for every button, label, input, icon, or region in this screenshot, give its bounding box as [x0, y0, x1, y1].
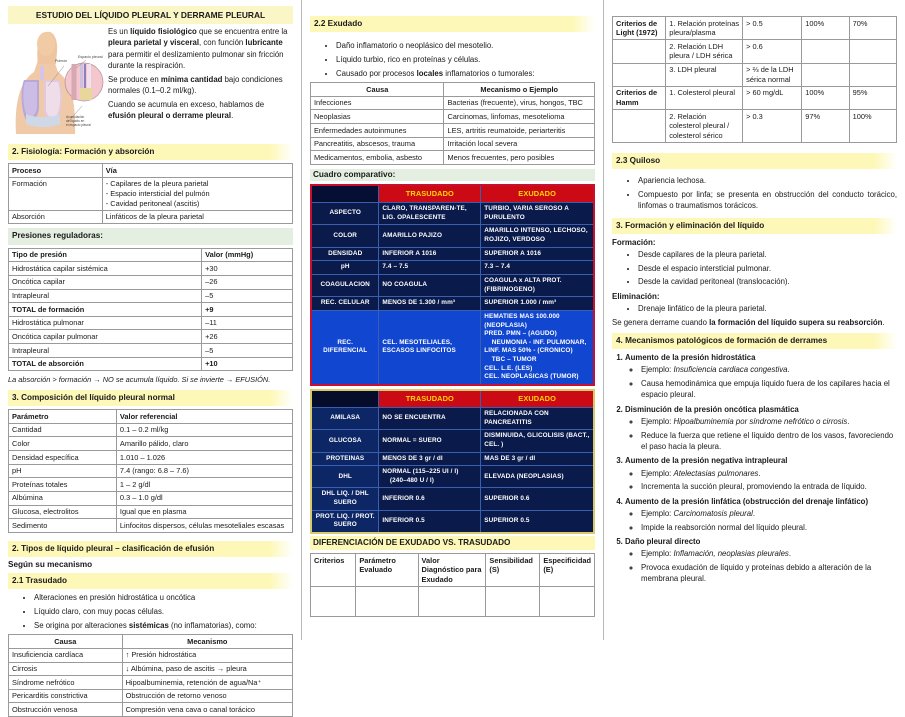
cell-parametro: Albúmina — [9, 491, 117, 505]
quiloso-bullet-1: • Apariencia lechosa. — [638, 175, 897, 186]
th-exudado: EXUDADO — [481, 185, 594, 202]
comparative-row — [311, 310, 594, 385]
cell-sensibilidad — [802, 40, 849, 63]
th-exudado: EXUDADO — [481, 390, 594, 407]
cell-valor: > 60 mg/dL — [743, 86, 802, 109]
mecanismo-bullet-2-1: ◦ Ejemplo: Hipoalbuminemia por síndrome nefrótico o cirrosis. — [641, 416, 897, 427]
cell-tipo-presion: Hidrostática capilar sistémica — [9, 262, 202, 276]
cell-causa: Infecciones — [311, 96, 444, 110]
comparative-row — [311, 408, 594, 430]
criterios-row — [613, 63, 897, 86]
mecanismo-bullet-5-2: ◦ Provoca exudación de líquido y proteínas debido a alteración de la membrana pleural. — [641, 562, 897, 585]
cell-parametro: 2. Relación colesterol pleural / colesterol sérico — [666, 110, 743, 143]
comparative-table-1 — [310, 184, 595, 386]
comparative-table-2 — [310, 389, 595, 534]
table-header-row — [311, 185, 594, 202]
mecanismo-bullet-5-1: ◦ Ejemplo: Inflamación, neoplasias pleurales. — [641, 548, 897, 559]
cell-tipo-presion: Intrapleural — [9, 289, 202, 303]
trasudado-bullets — [8, 592, 293, 631]
intro-bullet-1: • Es un líquido fisiológico que se encuentra entre la pleura parietal y visceral, con función lubricante para permitir el deslizamiento pulmonar sin fricción durante la respiración. — [24, 26, 293, 71]
mecanismo-bullet-1-2: ◦ Causa hemodinámica que empuja líquido fuera de los capilares hacia el espacio pleural. — [641, 378, 897, 401]
cell-tipo-presion: Oncótica capilar pulmonar — [9, 330, 202, 344]
mecanismo-bullet-1-1: ◦ Ejemplo: Insuficiencia cardiaca congestiva. — [641, 364, 897, 375]
trasudado-causas-body — [9, 648, 293, 716]
table-row — [9, 662, 293, 676]
cell-exudado: DISMINUIDA, GLICOLISIS (BACT., CEL. ) — [481, 430, 594, 452]
table-row — [9, 676, 293, 690]
comparative-2-body — [311, 408, 594, 534]
column-left — [0, 0, 302, 714]
th-valor-referencial: Valor referencial — [116, 410, 292, 424]
cell-sensibilidad: 100% — [802, 17, 849, 40]
proceso-via-table — [8, 163, 293, 224]
cell-trasudado: MENOS DE 3 gr / dl — [379, 452, 481, 466]
cell-parametro: 3. LDH pleural — [666, 63, 743, 86]
comparative-1-body — [311, 203, 594, 385]
th-proceso: Proceso — [9, 164, 103, 178]
th-causa: Causa — [311, 83, 444, 97]
cell-trasudado: CLARO, TRANSPAREN-TE, LIG. OPALESCENTE — [379, 203, 481, 225]
th-dif-1: Criterios — [311, 554, 356, 587]
cell-label: AMILASA — [311, 408, 379, 430]
cell-parametro: Densidad específica — [9, 451, 117, 465]
diferenciacion-heading: DIFERENCIACIÓN DE EXUDADO VS. TRASUDADO — [310, 536, 595, 550]
cell-trasudado: NORMAL = SUERO — [379, 430, 481, 452]
table-row — [9, 262, 293, 276]
cell-criterio: Criterios de Hamm — [613, 86, 666, 109]
comparative-row — [311, 510, 594, 533]
cell-label: ASPECTO — [311, 203, 379, 225]
svg-text:el espacio pleural: el espacio pleural — [66, 123, 91, 127]
cell-empty-5 — [540, 587, 595, 617]
cell-causa: Neoplasias — [311, 110, 444, 124]
cell-valor: 0.1 – 0.2 ml/kg — [116, 423, 292, 437]
cell-exudado: SUPERIOR A 1016 — [481, 247, 594, 261]
section-heading-composicion: 3. Composición del líquido pleural normal — [8, 390, 293, 406]
cell-valor: 1.010 – 1.026 — [116, 451, 292, 465]
exudado-bullets — [310, 40, 595, 79]
cell-parametro: Color — [9, 437, 117, 451]
cell-exudado: MAS DE 3 gr / dl — [481, 452, 594, 466]
cell-sensibilidad — [802, 63, 849, 86]
mecanismo-title: Aumento de la presión hidrostática — [625, 352, 756, 362]
cell-empty-4 — [486, 587, 540, 617]
cell-empty-3 — [418, 587, 486, 617]
cell-valor: Linfocitos dispersos, células mesoteliales escasas — [116, 519, 292, 533]
table-row — [9, 703, 293, 717]
comparative-row — [311, 452, 594, 466]
diferenciacion-table — [310, 553, 595, 617]
cell-label: COAGULACION — [311, 274, 379, 296]
cell-valor: –11 — [202, 316, 293, 330]
cell-valor: –5 — [202, 289, 293, 303]
table-row — [9, 505, 293, 519]
table-row — [9, 289, 293, 303]
intro-bullet-3: • Cuando se acumula en exceso, hablamos de efusión pleural o derrame pleural. — [30, 99, 293, 122]
cell-exudado: TURBIO, VARIA SEROSO A PURULENTO — [481, 203, 594, 225]
eliminacion-label: Eliminación: — [612, 291, 660, 301]
mecanismo-item-1 — [625, 352, 897, 401]
cell-causa: Medicamentos, embolia, asbesto — [311, 151, 444, 165]
cell-trasudado: INFERIOR 0.5 — [379, 510, 481, 533]
cell-valor: –5 — [202, 344, 293, 358]
presiones-table — [8, 248, 293, 372]
cell-trasudado: INFERIOR A 1016 — [379, 247, 481, 261]
table-row — [311, 124, 595, 138]
comparative-row — [311, 274, 594, 296]
mecanismo-bullets — [625, 468, 897, 493]
th-dif-2: Parámetro Evaluado — [356, 554, 418, 587]
cell-exudado: COAGULA x ALTA PROT. (FIBRINOGENO) — [481, 274, 594, 296]
formacion-bullet-2: • Desde el espacio intersticial pulmonar. — [638, 263, 897, 274]
cell-exudado: ELEVADA (NEOPLASIAS) — [481, 466, 594, 488]
cell-trasudado: 7.4 – 7.5 — [379, 261, 481, 275]
cell-tipo-presion: Hidrostática pulmonar — [9, 316, 202, 330]
cell-mecanismo: Hipoalbuminemia, retención de agua/Na⁺ — [122, 676, 292, 690]
cell-valor: > 0.5 — [743, 17, 802, 40]
cell-valor: –26 — [202, 275, 293, 289]
table-row — [9, 478, 293, 492]
table-row — [9, 491, 293, 505]
tipos-subheading: Según su mecanismo — [8, 560, 93, 570]
th-parametro: Parámetro — [9, 410, 117, 424]
comparative-row — [311, 488, 594, 510]
comparative-row — [311, 430, 594, 452]
mecanismo-item-3 — [625, 455, 897, 492]
cell-valor: 0.3 – 1.0 g/dl — [116, 491, 292, 505]
cell-causa: Pericarditis constrictiva — [9, 689, 123, 703]
mecanismo-bullets — [625, 508, 897, 533]
cell-causa: Insuficiencia cardíaca — [9, 648, 123, 662]
cell-causa: Obstrucción venosa — [9, 703, 123, 717]
formacion-bullet-3: • Desde la cavidad peritoneal (translocación). — [638, 276, 897, 287]
pleural-anatomy-illustration — [8, 26, 104, 138]
cell-via: Linfáticos de la pleura parietal — [102, 210, 292, 224]
cell-parametro: Proteínas totales — [9, 478, 117, 492]
mecanismo-bullet-3-1: ◦ Ejemplo: Atelectasias pulmonares. — [641, 468, 897, 479]
cell-label: DHL LIQ. / DHL SUERO — [311, 488, 379, 510]
cell-valor: +9 — [202, 303, 293, 317]
mecanismos-list — [612, 352, 897, 585]
cell-especificidad: 100% — [849, 110, 896, 143]
quiloso-bullets — [612, 175, 897, 211]
mecanismo-bullet-2-2: ◦ Reduce la fuerza que retiene el líquido dentro de los vasos, favoreciendo el paso hacia la pleura. — [641, 430, 897, 453]
cell-criterio — [613, 40, 666, 63]
composicion-body — [9, 423, 293, 532]
th-dif-5: Especificidad (E) — [540, 554, 595, 587]
mecanismo-item-4 — [625, 496, 897, 533]
exudado-bullet-3: • Causado por procesos locales inflamatorios o tumorales: — [336, 68, 595, 79]
cell-especificidad: 95% — [849, 86, 896, 109]
th-causa: Causa — [9, 635, 123, 649]
cell-criterio — [613, 63, 666, 86]
table-row — [9, 316, 293, 330]
intro-bullet-2: • Se produce en mínima cantidad bajo condiciones normales (0.1–0.2 ml/kg). — [30, 74, 293, 97]
column-right — [604, 0, 905, 640]
formacion-bullets — [612, 249, 897, 288]
trasudado-bullet-3: • Se origina por alteraciones sistémicas (no inflamatorias), como: — [34, 620, 293, 631]
cell-parametro: pH — [9, 464, 117, 478]
table-row — [9, 437, 293, 451]
mecanismo-title: Aumento de la presión linfática (obstrucción del drenaje linfático) — [625, 496, 869, 506]
cell-especificidad — [849, 63, 896, 86]
cell-parametro: Glucosa, electrolitos — [9, 505, 117, 519]
table-row — [9, 357, 293, 371]
th-blank — [311, 390, 379, 407]
table-row — [9, 275, 293, 289]
th-trasudado: TRASUDADO — [379, 185, 481, 202]
cell-trasudado: NO COAGULA — [379, 274, 481, 296]
mecanismo-item-5 — [625, 536, 897, 585]
cell-valor: +10 — [202, 357, 293, 371]
trasudado-bullet-2: • Líquido claro, con muy pocas células. — [34, 606, 293, 617]
table-header-row — [9, 410, 293, 424]
trasudado-causas-table — [8, 634, 293, 717]
cell-label: REC. DIFERENCIAL — [311, 310, 379, 385]
cell-label: DENSIDAD — [311, 247, 379, 261]
table-row — [9, 519, 293, 533]
eliminacion-bullets — [612, 303, 897, 314]
composicion-table — [8, 409, 293, 533]
mecanismo-bullets — [625, 364, 897, 400]
th-mecanismo-ejemplo: Mecanismo o Ejemplo — [444, 83, 595, 97]
comparative-row — [311, 297, 594, 311]
table-header-row — [9, 248, 293, 262]
cell-parametro: 1. Colesterol pleural — [666, 86, 743, 109]
cell-label: COLOR — [311, 225, 379, 247]
section-heading-tipos: 2. Tipos de líquido pleural – clasificación de efusión — [8, 541, 293, 557]
cell-valor: 7.4 (rango: 6.8 – 7.6) — [116, 464, 292, 478]
cell-tipo-presion: Intrapleural — [9, 344, 202, 358]
cell-valor: > 0.3 — [743, 110, 802, 143]
cell-parametro: 1. Relación proteínas pleura/plasma — [666, 17, 743, 40]
cell-exudado: 7.3 – 7.4 — [481, 261, 594, 275]
mecanismo-bullet-4-2: ◦ Impide la reabsorción normal del líquido pleural. — [641, 522, 897, 533]
th-blank — [311, 185, 379, 202]
cell-label: pH — [311, 261, 379, 275]
section-heading-quiloso: 2.3 Quiloso — [612, 153, 897, 169]
cell-mecanismo: Irritación local severa — [444, 137, 595, 151]
cell-empty-2 — [356, 587, 418, 617]
cell-trasudado: MENOS DE 1.300 / mm³ — [379, 297, 481, 311]
section-heading-mecanismos: 4. Mecanismos patológicos de formación de derrames — [612, 333, 897, 349]
page-title: ESTUDIO DEL LÍQUIDO PLEURAL Y DERRAME PLEURAL — [8, 6, 293, 24]
table-header-row — [311, 83, 595, 97]
fig-label-espacio-pleural: Espacio pleural — [78, 55, 103, 59]
cell-trasudado: NORMAL (115–225 UI / l) (240–480 U / l) — [379, 466, 481, 488]
th-trasudado: TRASUDADO — [379, 390, 481, 407]
cell-tipo-presion: TOTAL de formación — [9, 303, 202, 317]
section-heading-formacion-eliminacion: 3. Formación y eliminación del líquido — [612, 218, 897, 234]
cell-trasudado: CEL. MESOTELIALES, ESCASOS LINFOCITOS — [379, 310, 481, 385]
table-row — [311, 137, 595, 151]
cell-valor: +26 — [202, 330, 293, 344]
criterios-light-hamm-table — [612, 16, 897, 143]
intro-block — [8, 26, 293, 140]
cell-mecanismo: Menos frecuentes, pero posibles — [444, 151, 595, 165]
table-header-row — [311, 554, 595, 587]
th-valor-mmhg: Valor (mmHg) — [202, 248, 293, 262]
quiloso-bullet-2: • Compuesto por linfa; se presenta en obstrucción del conducto torácico, linfomas o traumatismos torácicos. — [638, 189, 897, 212]
cell-proceso: Formación — [9, 177, 103, 210]
cell-criterio: Criterios de Light (1972) — [613, 17, 666, 40]
cell-causa: Síndrome nefrótico — [9, 676, 123, 690]
table-row — [311, 151, 595, 165]
cell-label: GLUCOSA — [311, 430, 379, 452]
cell-causa: Cirrosis — [9, 662, 123, 676]
mecanismo-bullets — [625, 416, 897, 452]
comparative-row — [311, 466, 594, 488]
formacion-bullet-1: • Desde capilares de la pleura parietal. — [638, 249, 897, 260]
table-row — [9, 210, 293, 224]
cell-label: PROT. LIQ. / PROT. SUERO — [311, 510, 379, 533]
th-dif-3: Valor Diagnóstico para Exudado — [418, 554, 486, 587]
section-heading-fisiologia: 2. Fisiología: Formación y absorción — [8, 144, 293, 160]
comparative-row — [311, 203, 594, 225]
cell-label: DHL — [311, 466, 379, 488]
cell-exudado: SUPERIOR 1.000 / mm³ — [481, 297, 594, 311]
criterios-row — [613, 17, 897, 40]
cell-mecanismo: LES, artritis reumatoide, periarteritis — [444, 124, 595, 138]
cell-valor: Amarillo pálido, claro — [116, 437, 292, 451]
cell-tipo-presion: Oncótica capilar — [9, 275, 202, 289]
table-row — [9, 344, 293, 358]
cell-parametro: Cantidad — [9, 423, 117, 437]
table-row — [9, 177, 293, 210]
table-row — [9, 423, 293, 437]
cell-mecanismo: Compresión vena cava o canal torácico — [122, 703, 292, 717]
exudado-bullet-1: • Daño inflamatorio o neoplásico del mesotelio. — [336, 40, 595, 51]
cell-trasudado: NO SE ENCUENTRA — [379, 408, 481, 430]
cell-exudado: RELACIONADA CON PANCREATITIS — [481, 408, 594, 430]
table-row — [9, 464, 293, 478]
cell-exudado: HEMATIES MAS 100.000 (NEOPLASIA) PRED. PMN – (AGUDO) NEUMONIA - INF. PULMONAR, LINF. MAS 50% - (CRONICO) TBC – TUMOR CEL. L.E. (LES) CEL. NEOPLASICAS (TUMOR) — [481, 310, 594, 385]
cell-tipo-presion: TOTAL de absorción — [9, 357, 202, 371]
comparative-row — [311, 247, 594, 261]
cell-mecanismo: Carcinomas, linfomas, mesotelioma — [444, 110, 595, 124]
exudado-causas-table — [310, 82, 595, 165]
mecanismo-bullet-4-1: ◦ Ejemplo: Carcinomatosis pleural. — [641, 508, 897, 519]
section-heading-exudado: 2.2 Exudado — [310, 16, 595, 32]
comparative-row — [311, 261, 594, 275]
presiones-heading: Presiones reguladoras: — [8, 228, 293, 244]
comparative-row — [311, 225, 594, 247]
cell-label: PROTEINAS — [311, 452, 379, 466]
mecanismo-bullets — [625, 548, 897, 584]
cell-proceso: Absorción — [9, 210, 103, 224]
cell-mecanismo: Obstrucción de retorno venoso — [122, 689, 292, 703]
table-header-row — [311, 390, 594, 407]
fig-label-acumulacion: Acumulación — [66, 115, 85, 119]
cell-valor: > 0.6 — [743, 40, 802, 63]
table-row — [9, 648, 293, 662]
mecanismo-title: Disminución de la presión oncótica plasmática — [625, 404, 799, 414]
svg-text:de líquido en: de líquido en — [66, 119, 85, 123]
th-mecanismo: Mecanismo — [122, 635, 292, 649]
criterios-row — [613, 40, 897, 63]
criterios-row — [613, 86, 897, 109]
cell-exudado: AMARILLO INTENSO, LECHOSO, ROJIZO, VERDOSO — [481, 225, 594, 247]
trasudado-bullet-1: • Alteraciones en presión hidrostática u oncótica — [34, 592, 293, 603]
cell-label: REC. CELULAR — [311, 297, 379, 311]
cell-parametro: Sedimento — [9, 519, 117, 533]
cell-mecanismo: Bacterias (frecuente), virus, hongos, TBC — [444, 96, 595, 110]
table-header-row — [9, 164, 293, 178]
mecanismo-title: Aumento de la presión negativa intrapleural — [625, 456, 788, 466]
table-row — [9, 303, 293, 317]
cell-valor: > ⅔ de la LDH sérica normal — [743, 63, 802, 86]
table-row — [311, 110, 595, 124]
table-row — [311, 587, 595, 617]
formacion-label: Formación: — [612, 237, 656, 247]
section-heading-trasudado: 2.1 Trasudado — [8, 573, 293, 589]
criterios-body — [613, 17, 897, 143]
cell-trasudado: INFERIOR 0.6 — [379, 488, 481, 510]
exudado-causas-body — [311, 96, 595, 164]
cell-mecanismo: ↑ Presión hidrostática — [122, 648, 292, 662]
cell-exudado: SUPERIOR 0.6 — [481, 488, 594, 510]
cell-valor: +30 — [202, 262, 293, 276]
column-middle — [302, 0, 604, 640]
exudado-bullet-2: • Líquido turbio, rico en proteínas y células. — [336, 54, 595, 65]
mecanismo-item-2 — [625, 404, 897, 453]
cell-causa: Pancreatitis, abscesos, trauma — [311, 137, 444, 151]
derrame-note: Se genera derrame cuando la formación del líquido supera su reabsorción. — [612, 317, 885, 327]
mecanismo-title: Daño pleural directo — [625, 537, 701, 547]
th-tipo-presion: Tipo de presión — [9, 248, 202, 262]
table-row — [311, 96, 595, 110]
fig-label-pulmon: Pulmón — [55, 59, 68, 63]
table-row — [9, 689, 293, 703]
anatomy-svg — [8, 26, 104, 138]
cell-empty-1 — [311, 587, 356, 617]
presiones-body — [9, 262, 293, 371]
cell-valor: Igual que en plasma — [116, 505, 292, 519]
cell-especificidad — [849, 40, 896, 63]
cell-sensibilidad: 97% — [802, 110, 849, 143]
table-row — [9, 451, 293, 465]
table-row — [9, 330, 293, 344]
cell-via: - Capilares de la pleura parietal - Espacio intersticial del pulmón - Cavidad peritoneal (ascitis) — [102, 177, 292, 210]
cell-exudado: SUPERIOR 0.5 — [481, 510, 594, 533]
mecanismo-bullet-3-2: ◦ Incrementa la succión pleural, promoviendo la entrada de líquido. — [641, 481, 897, 492]
table-header-row — [9, 635, 293, 649]
cell-especificidad: 70% — [849, 17, 896, 40]
th-dif-4: Sensibilidad (S) — [486, 554, 540, 587]
cell-parametro: 2. Relación LDH pleura / LDH sérica — [666, 40, 743, 63]
proceso-via-body — [9, 177, 293, 224]
cell-trasudado: AMARILLO PAJIZO — [379, 225, 481, 247]
cell-causa: Enfermedades autoinmunes — [311, 124, 444, 138]
cuadro-comparativo-label: Cuadro comparativo: — [310, 169, 595, 181]
cell-sensibilidad: 100% — [802, 86, 849, 109]
cell-mecanismo: ↓ Albúmina, paso de ascitis → pleura — [122, 662, 292, 676]
absorcion-note: La absorción > formación → NO se acumula líquido. Si se invierte → EFUSIÓN. — [8, 375, 271, 385]
cell-valor: 1 – 2 g/dl — [116, 478, 292, 492]
cell-criterio — [613, 110, 666, 143]
th-via: Vía — [102, 164, 292, 178]
eliminacion-bullet-1: • Drenaje linfático de la pleura parietal. — [638, 303, 897, 314]
criterios-row — [613, 110, 897, 143]
